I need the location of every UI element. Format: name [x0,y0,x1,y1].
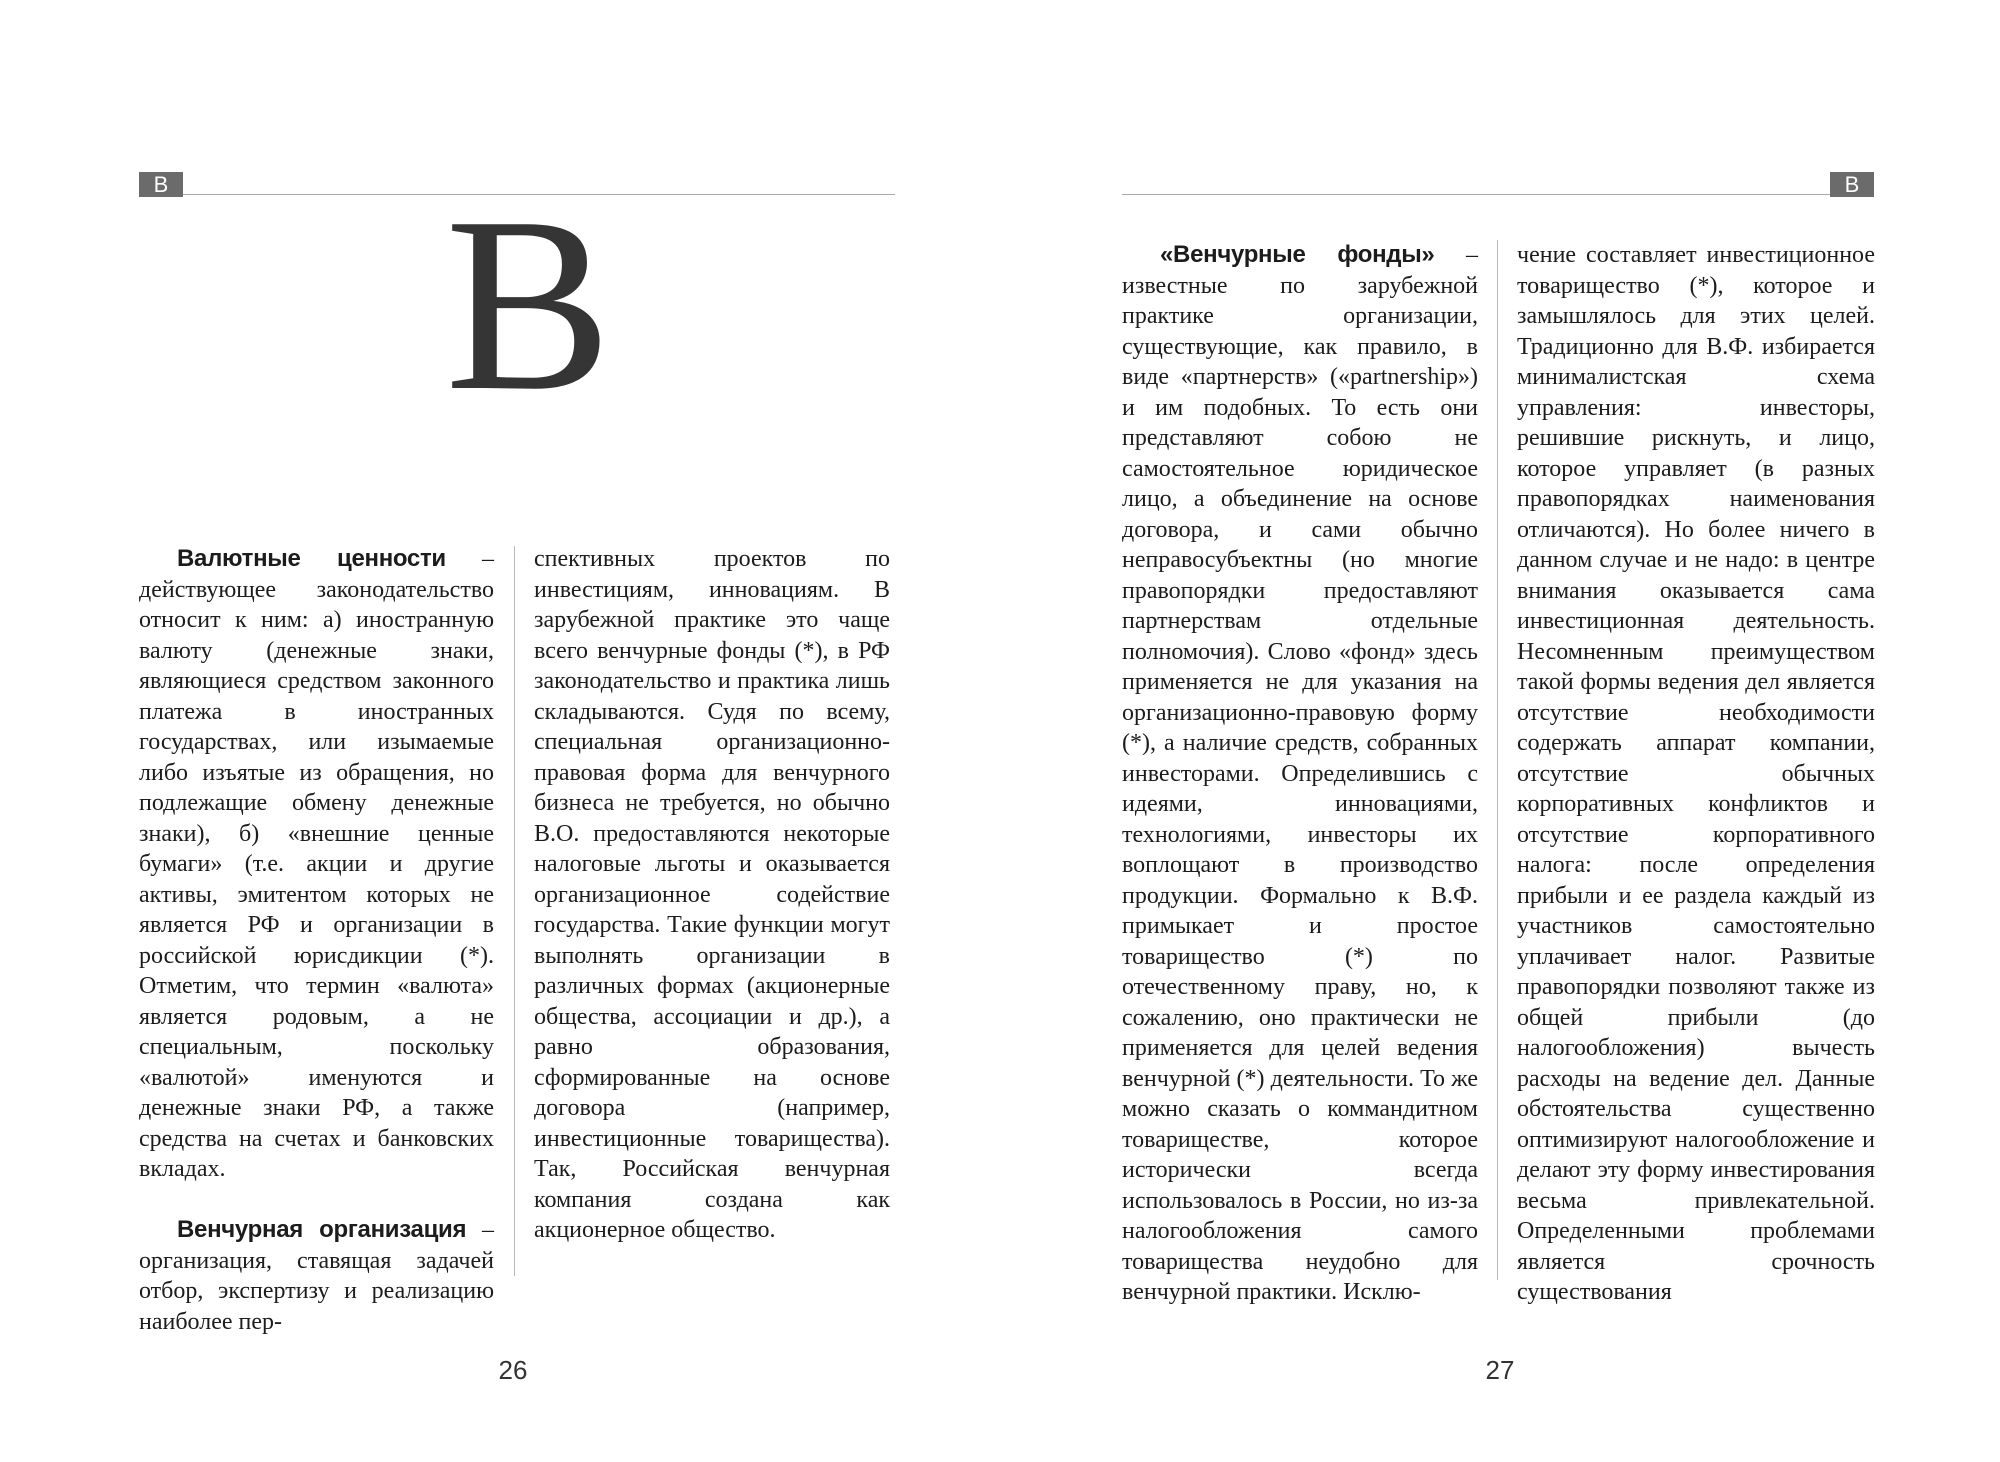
left-section-letter-badge: В [139,172,183,197]
entry-definition: – известные по зарубежной практике организации, существующие, как правило, в виде «партнерств» («partnership») и им подобных. То есть они представляют собою не самостоятельное юридическое лицо, а объединение на основе договора, и сами обычно неправосубъектны (но многие правопорядки предоставляют партнерствам отдельные полномочия). Слово «фонд» здесь применяется не для указания на организационно-правовую форму (*), а наличие средств, собранных инвесторами. Определившись с идеями, инновациями, технологиями, инвесторы их воплощают в производство продукции. Формально к В.Ф. примыкает и простое товарищество (*) по отечественному праву, но, к сожалению, оно практически не применяется для целей ведения венчурной (*) деятельности. То же можно сказать о коммандитном товариществе, которое исторически всегда использовалось в России, но из-за налогообложения самого товарищества неудобно для венчурной практики. Исклю- [1122,242,1478,1305]
entry-term: «Венчурные фонды» [1160,241,1435,268]
entry-definition: – действующее законодательство относит к ним: а) иностранную валюту (денежные знаки, являющиеся средством законного платежа в иностранных государствах, или изымаемые либо изъятые из обращения, но подлежащие обмену денежные знаки), б) «внешние ценные бумаги» (т.е. акции и другие активы, эмитентом которых не является РФ и организации в российской юрисдикции (*). Отметим, что термин «валюта» является родовым, а не специальным, поскольку «валютой» именуются и денежные знаки РФ, а также средства на счетах и банковских вкладах. [139,546,494,1182]
entry-venchurnaya-organizatsiya [139,1215,494,1337]
entry-term: Венчурная организация [177,1216,467,1243]
entry-definition: – организация, ставящая задачей отбор, экспертизу и реализацию наиболее пер- [139,1217,494,1335]
left-column-divider [514,546,515,1276]
right-page-column-1 [1122,240,1478,1308]
entry-valyutnye-tsennosti [139,544,494,1185]
right-page-number: 27 [1485,1355,1515,1385]
entry-continuation: чение составляет инвестиционное товарищество (*), которое и замышлялось для этих целей. Традиционно для В.Ф. избирается минималистская схема управления: инвесторы, решившие рискнуть, и лицо, которое управляет (в разных правопорядках наименования отличаются). Но более ничего в данном случае и не надо: в центре внимания оказывается сама инвестиционная деятельность. Несомненным преимуществом такой формы ведения дел является отсутствие необходимости содержать аппарат компании, отсутствие обычных корпоративных конфликтов и отсутствие корпоративного налога: после определения прибыли и ее раздела каждый из участников самостоятельно уплачивает налог. Развитые правопорядки позволяют также из общей прибыли (до налогообложения) вычесть расходы на ведение дел. Данные обстоятельства существенно оптимизируют налогообложение и делают эту форму инвестирования весьма привлекательной. Определенными проблемами является срочность существования [1517,242,1875,1305]
left-page-column-2 [534,544,890,1246]
right-page-column-2 [1517,240,1875,1308]
entry-venchurnye-fondy [1122,240,1478,1308]
right-header-rule [1122,194,1830,195]
left-page-number: 26 [498,1355,528,1385]
right-section-letter-badge: В [1830,172,1874,197]
left-page-column-1 [139,544,494,1337]
entry-continuation: спективных проектов по инвестициям, инновациям. В зарубежной практике это чаще всего венчурные фонды (*), в РФ законодательство и практика лишь складываются. Судя по всему, специальная организационно-правовая форма для венчурного бизнеса не требуется, но обычно В.О. предоставляются некоторые налоговые льготы и оказывается организационное содействие государства. Такие функции могут выполнять организации в различных формах (акционерные общества, ассоциации и др.), а равно образования, сформированные на основе договора (например, инвестиционные товарищества). Так, Российская венчурная компания создана как акционерное общество. [534,546,890,1243]
right-column-divider [1497,240,1498,1280]
section-initial-letter: В [445,166,612,443]
entry-term: Валютные ценности [177,545,446,572]
